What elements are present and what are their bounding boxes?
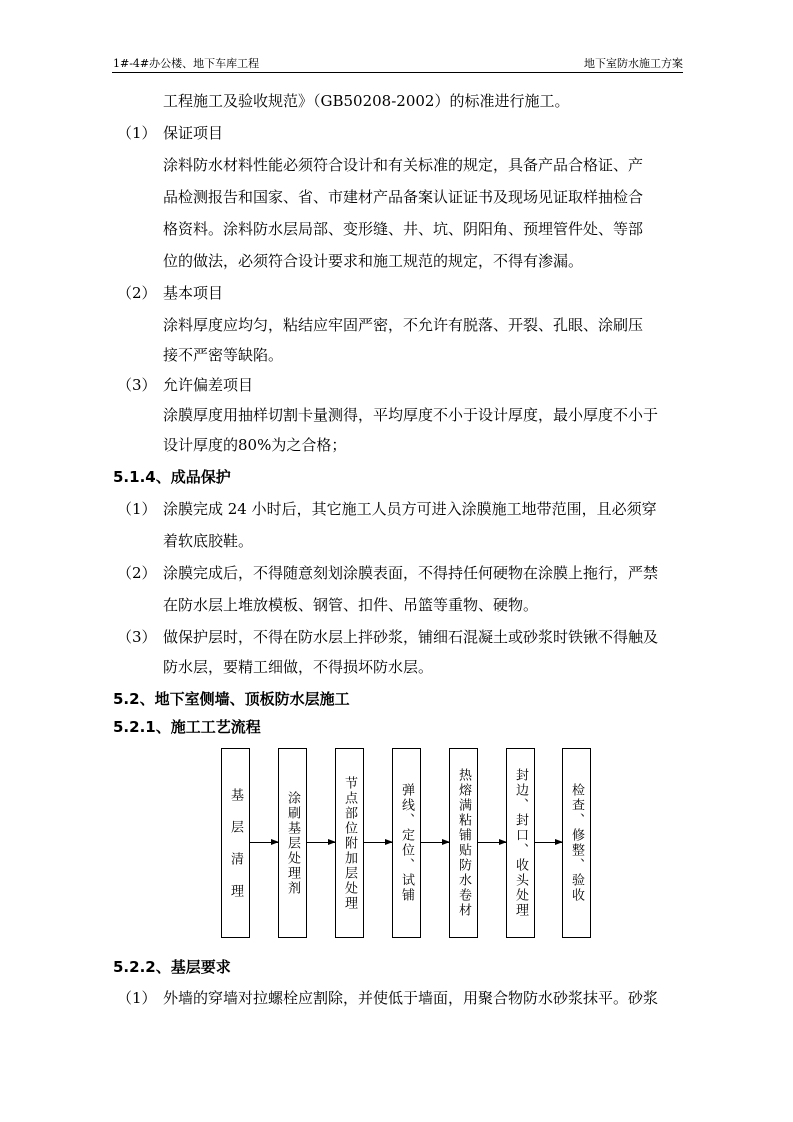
flow-step-label: 热熔满粘铺贴防水卷材 — [456, 768, 471, 918]
item-title: 保证项目 — [163, 124, 224, 142]
section-heading: 5.2.1、施工工艺流程 — [113, 718, 261, 736]
text-line: 涂料厚度应均匀，粘结应牢固严密，不允许有脱落、开裂、孔眼、涂刷压 — [163, 316, 644, 334]
flow-step — [221, 748, 250, 938]
item-number: （2） — [117, 564, 157, 582]
text-line: 防水层，要精工细做，不得损坏防水层。 — [163, 658, 434, 676]
item-number: （1） — [117, 500, 157, 518]
item-number: （1） — [117, 124, 157, 142]
flow-step-label: 节点部位附加层处理 — [342, 775, 357, 911]
flow-step — [335, 748, 364, 938]
text-line: 接不严密等缺陷。 — [163, 346, 284, 364]
item-title: 基本项目 — [163, 284, 224, 302]
header-rule — [112, 72, 683, 73]
flow-step — [562, 748, 591, 938]
text-line: 品检测报告和国家、省、市建材产品备案认证证书及现场见证取样抽检合 — [163, 188, 644, 206]
header-left: 1#-4#办公楼、地下车库工程 — [113, 57, 260, 70]
text-line: 着软底胶鞋。 — [163, 532, 254, 550]
flow-step-label: 涂刷基层处理剂 — [285, 790, 300, 896]
flow-step-label: 封边、封口、收头处理 — [513, 768, 528, 918]
flow-step — [392, 748, 421, 938]
header-right: 地下室防水施工方案 — [584, 57, 683, 70]
flow-step-label: 检查、修整、验收 — [569, 783, 584, 903]
section-heading: 5.2、地下室侧墙、顶板防水层施工 — [113, 690, 350, 708]
flow-step-label: 弹线、定位、试铺 — [399, 783, 414, 903]
item-title: 允许偏差项目 — [163, 376, 254, 394]
text-line: 位的做法，必须符合设计要求和施工规范的规定，不得有渗漏。 — [163, 252, 584, 270]
arrow-icon — [250, 842, 278, 843]
flow-step-label: 基 层 清 理 — [228, 787, 243, 899]
item-number: （3） — [117, 628, 157, 646]
arrow-icon — [478, 842, 506, 843]
text-line: 涂膜完成 24 小时后，其它施工人员方可进入涂膜施工地带范围，且必须穿 — [163, 500, 657, 518]
item-number: （2） — [117, 284, 157, 302]
flow-step — [449, 748, 478, 938]
text-line: 做保护层时，不得在防水层上拌砂浆，铺细石混凝土或砂浆时铁锹不得触及 — [163, 628, 659, 646]
arrow-icon — [421, 842, 449, 843]
text-line: 设计厚度的80%为之合格； — [163, 436, 347, 454]
arrow-icon — [535, 842, 562, 843]
section-heading: 5.2.2、基层要求 — [113, 958, 231, 976]
text-line: 涂料防水材料性能必须符合设计和有关标准的规定，具备产品合格证、产 — [163, 156, 644, 174]
arrow-icon — [307, 842, 335, 843]
text-line: 工程施工及验收规范》（GB50208-2002）的标准进行施工。 — [163, 92, 570, 110]
section-heading: 5.1.4、成品保护 — [113, 468, 231, 486]
text-line: 格资料。涂料防水层局部、变形缝、井、坑、阴阳角、预埋管件处、等部 — [163, 220, 644, 238]
item-number: （1） — [117, 989, 157, 1007]
arrow-icon — [364, 842, 392, 843]
item-number: （3） — [117, 376, 157, 394]
text-line: 外墙的穿墙对拉螺栓应割除，并使低于墙面，用聚合物防水砂浆抹平。砂浆 — [163, 989, 659, 1007]
text-line: 涂膜完成后，不得随意刻划涂膜表面，不得持任何硬物在涂膜上拖行，严禁 — [163, 564, 659, 582]
flow-step — [278, 748, 307, 938]
flow-step — [506, 748, 535, 938]
text-line: 在防水层上堆放模板、钢管、扣件、吊篮等重物、硬物。 — [163, 596, 539, 614]
text-line: 涂膜厚度用抽样切割卡量测得，平均厚度不小于设计厚度，最小厚度不小于 — [163, 406, 659, 424]
